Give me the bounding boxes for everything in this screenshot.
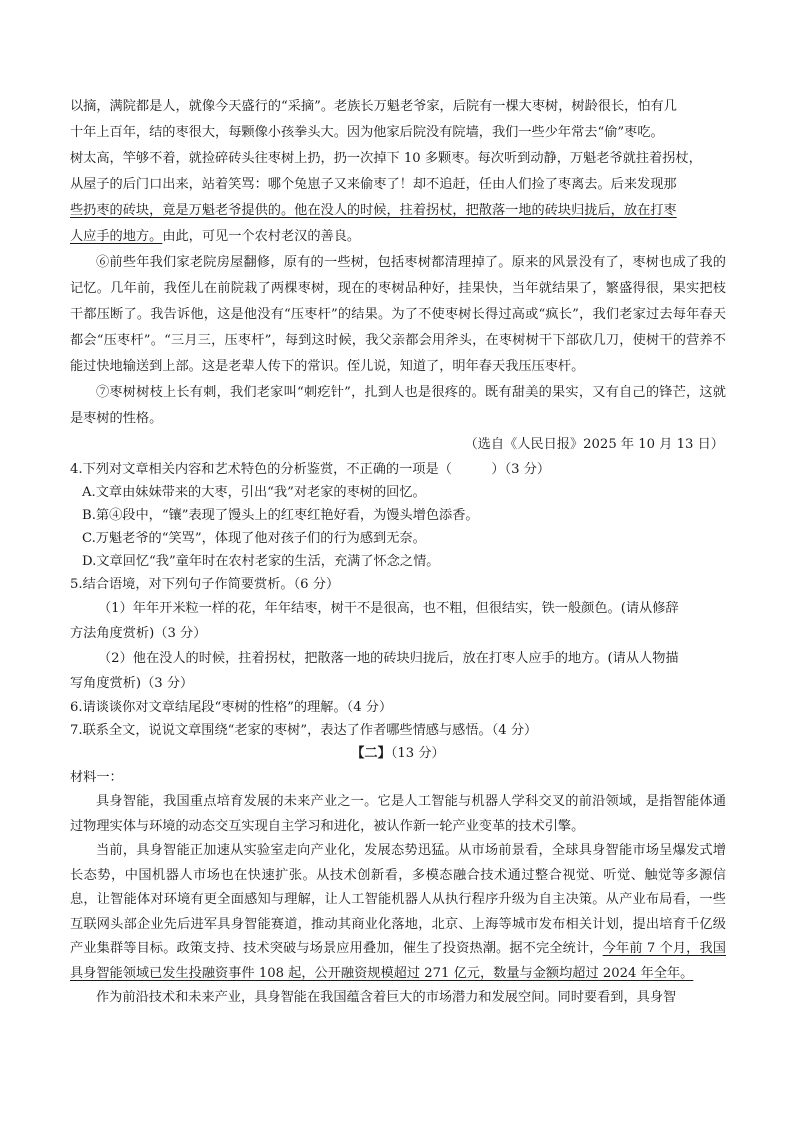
source-citation: （选自《人民日报》2025 年 10 月 13 日） [464,437,724,452]
question-5-item-2: （2）他在没人的时候，拄着拐杖，把散落一地的砖块归拢后，放在打枣人应手的地方。(请从人物描 [98,651,679,666]
material-paragraph-3: 作为前沿技术和未来产业，具身智能在我国蕴含着巨大的市场潜力和发展空间。同时要看到，具身智 [96,990,677,1005]
question-7: 7.联系全文，说说文章围绕“老家的枣树”，表达了作者哪些情感与感悟。（4 分） [70,723,538,738]
option-a: A.文章由妹妹带来的大枣，引出“我”对老家的枣树的回忆。 [82,485,426,500]
underlined-sentence: 些扔枣的砖块，竟是万魁老爷提供的。他在没人的时候，拄着拐杖，把散落一地的砖块归拢后，放在打枣 [70,203,677,218]
question-4: 4.下列对文章相关内容和艺术特色的分析鉴赏，不正确的一项是（ ）（3 分） [70,462,551,477]
question-5-item-1-cont: 方法角度赏析)（3 分） [70,626,207,641]
text-line: 树太高，竿够不着，就捡碎砖头往枣树上扔，扔一次掉下 10 多颗枣。每次听到动静，万魁老爷就拄着拐杖， [70,151,702,166]
passage-paragraph-5 [70,94,726,250]
question-5-item-1: （1）年年开米粒一样的花，年年结枣，树干不是很高，也不粗，但很结实，铁一般颜色。(请从修辞 [98,601,679,616]
passage-paragraph-6: ⑥前些年我们家老院房屋翻修，原有的一些树，包括枣树都清理掉了。原来的风景没有了，枣树也成了我的记忆。几年前，我侄儿在前院栽了两棵枣树，现在的枣树品种好，挂果快，当年就结果了，繁盛得很，果实把枝干都压断了。我告诉他，这是他没有“压枣杆”的结果。为了不使枣树长得过高或“疯长”，我们老家过去每年春天都会“压枣杆”。“三月三，压枣杆”，每到这时候，我父亲都会用斧头，在枣树树干下部砍几刀，使树干的营养不能过快地输送到上部。这是老辈人传下的常识。侄儿说，知道了，明年春天我压压枣杆。 [70,255,726,374]
option-d: D.文章回忆“我”童年时在农村老家的生活，充满了怀念之情。 [82,554,440,569]
option-b: B.第④段中，“镶”表现了馒头上的红枣红艳好看，为馒头增色添香。 [82,508,479,523]
question-6: 6.请谈谈你对文章结尾段“枣树的性格”的理解。（4 分） [70,700,393,715]
document-page [70,94,726,1011]
underlined-statistic: 今年前 7 个月，我国具身智能领域已发生投融资事件 108 起，公开融资规模超过 271 亿元，数量与金额均超过 2024 年全年。 [70,941,726,981]
passage-paragraph-7: ⑦枣树树枝上长有刺，我们老家叫“刺疙针”，扎到人也是很疼的。既有甜美的果实，又有自己的锋芒，这就是枣树的性格。 [70,385,726,426]
section-number: 【二】 [351,746,391,761]
material-paragraph-1: 具身智能，我国重点培育发展的未来产业之一。它是人工智能与机器人学科交叉的前沿领域，是指智能体通过物理实体与环境的动态交互实现自主学习和进化，被认作新一轮产业变革的技术引擎。 [70,794,726,834]
section-heading [70,742,726,766]
material-paragraph-2-text: 当前，具身智能正加速从实验室走向产业化，发展态势迅猛。从市场前景看，全球具身智能市场呈爆发式增长态势，中国机器人市场也在快速扩张。从技术创新看，多模态融合技术通过整合视觉、听觉、触觉等多源信息，让智能体对环境有更全面感知与理解，让人工智能机器人从执行程序升级为自主决策。从产业布局看，一些互联网头部企业先后进军具身智能赛道，推动其商业化落地，北京、上海等城市发布相关计划，提出培育千亿级产业集群等目标。政策支持、技术突破与场景应用叠加，催生了投资热潮。据不完全统计， [70,843,726,956]
question-5: 5.结合语境，对下列句子作简要赏析。（6 分） [70,577,340,592]
text-line: 从屋子的后门口出来，站着笑骂：哪个兔崽子又来偷枣了！却不追赶，任由人们捡了枣离去。后来发现那 [70,177,677,192]
option-c: C.万魁老爷的“笑骂”，体现了他对孩子们的行为感到无奈。 [82,531,426,546]
text-line: 以摘，满院都是人，就像今天盛行的“采摘”。老族长万魁老爷家，后院有一棵大枣树，树龄很长，怕有几 [70,99,677,114]
text-line: 十年上百年，结的枣很大，每颗像小孩拳头大。因为他家后院没有院墙，我们一些少年常去“偷”枣吃。 [70,125,664,140]
text-line [70,224,726,250]
paragraph-tail: 由此，可见一个农村老汉的善良。 [162,229,361,244]
underlined-sentence-end: 人应手的地方。 [70,229,163,244]
material-label: 材料一： [70,770,123,785]
question-5-item-2-cont: 写角度赏析)（3 分） [70,676,194,691]
section-points: （13 分） [390,746,445,761]
material-paragraph-2 [70,839,726,986]
text-line [70,198,726,224]
